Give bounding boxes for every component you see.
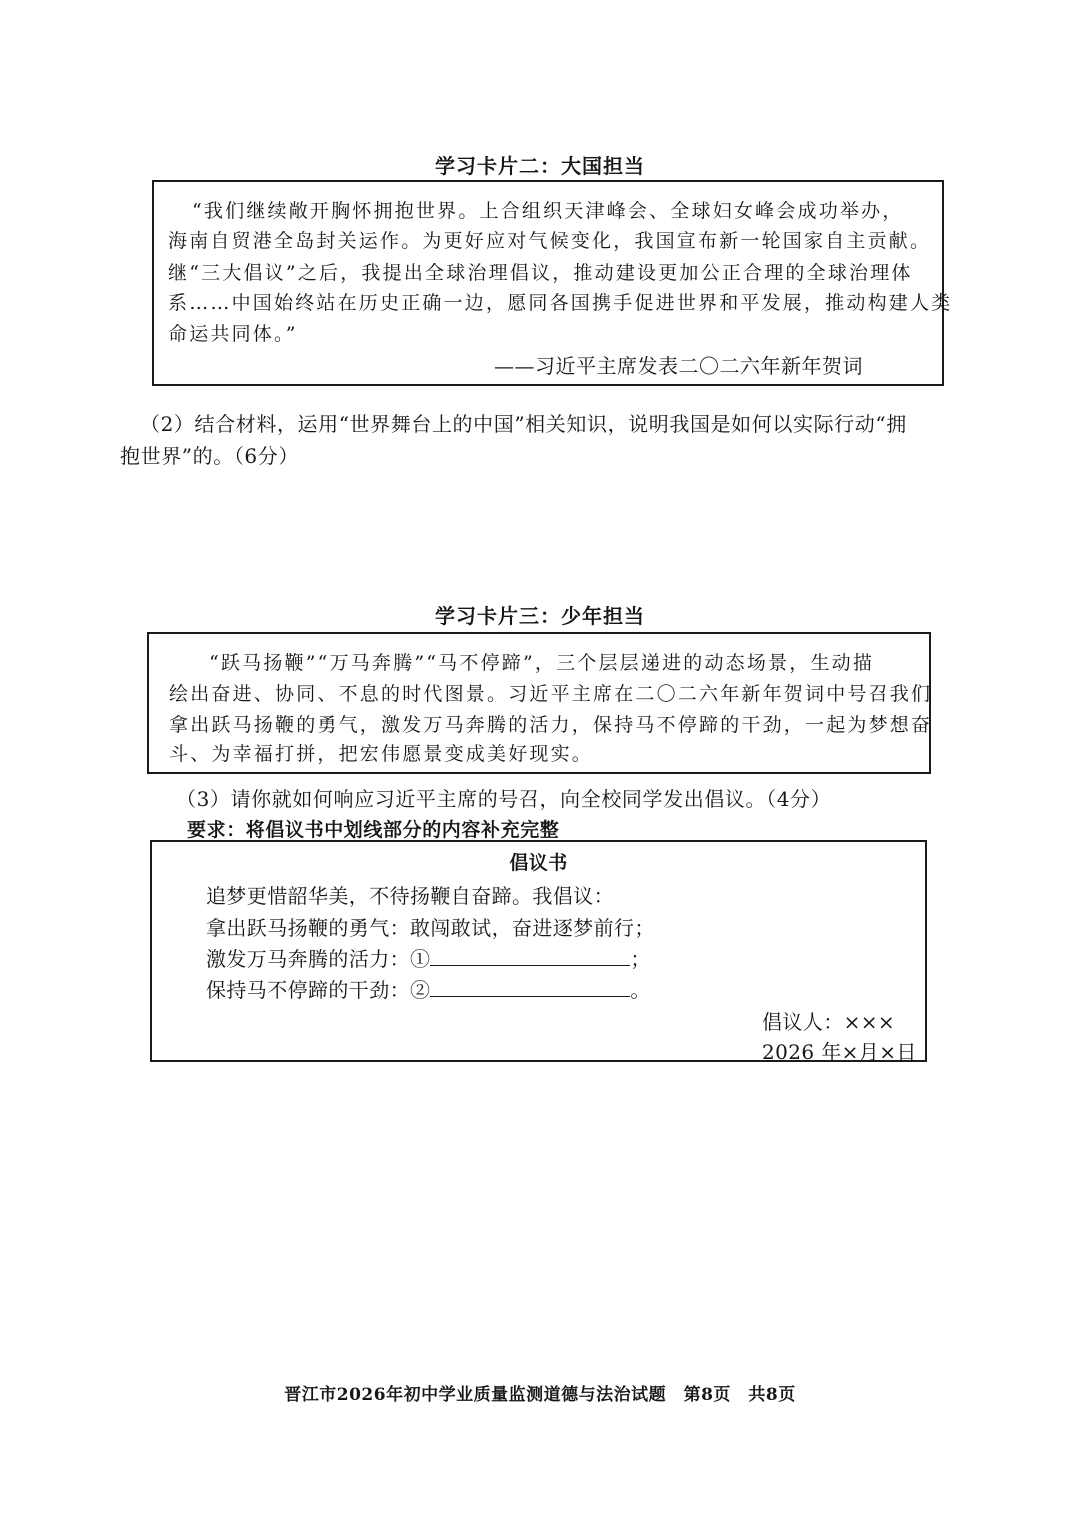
question2-line1: （2）结合材料，运用“世界舞台上的中国”相关知识，说明我国是如何以实际行动“拥 [140,412,907,436]
proposal-intro: 追梦更惜韶华美，不待扬鞭自奋蹄。我倡议： [206,884,614,908]
question3-requirement: 要求：将倡议书中划线部分的内容补充完整 [187,819,560,841]
proposal-item2 [206,943,651,972]
proposal-title: 倡议书 [509,852,568,874]
card2-quote-line: 继“三大倡议”之后，我提出全球治理倡议，推动建设更加公正合理的全球治理体 [168,262,913,284]
card2-quote-line: 海南自贸港全岛封关运作。为更好应对气候变化，我国宣布新一轮国家自主贡献。 [168,230,932,252]
proposal-item3-prefix: 保持马不停蹄的干劲：② [206,978,431,1002]
page-footer: 晋江市2026年初中学业质量监测道德与法治试题 第8页 共8页 [284,1385,796,1405]
proposal-date: 2026 年×月×日 [762,1040,917,1064]
card2-quote-box [152,180,953,386]
card3-text-line: 拿出跃马扬鞭的勇气，激发万马奔腾的活力，保持马不停蹄的干劲，一起为梦想奋 [169,714,933,736]
proposal-item2-prefix: 激发万马奔腾的活力：① [206,947,431,971]
answer-blank-1[interactable] [430,947,630,966]
answer-blank-2[interactable] [430,978,630,997]
proposal-signer: 倡议人：××× [762,1010,896,1034]
proposal-item1: 拿出跃马扬鞭的勇气：敢闯敢试，奋进逐梦前行； [206,916,655,940]
card2-quote-line: 命运共同体。” [168,323,298,345]
question3-text: （3）请你就如何响应习近平主席的号召，向全校同学发出倡议。（4分） [176,787,832,811]
card3-text-line: 斗、为幸福打拼，把宏伟愿景变成美好现实。 [169,743,594,765]
card2-quote-line: 系……中国始终站在历史正确一边，愿同各国携手促进世界和平发展，推动构建人类 [168,292,953,314]
card3-text-box [147,632,931,774]
question2-line2: 抱世界”的。（6分） [120,444,299,468]
card2-quote-line: “我们继续敞开胸怀拥抱世界。上合组织天津峰会、全球妇女峰会成功举办， [192,200,904,222]
proposal-item3 [206,974,651,1003]
proposal-item2-suffix: ； [630,947,651,971]
proposal-item3-suffix: 。 [630,978,651,1002]
card3-text-line: “跃马扬鞭”“万马奔腾”“马不停蹄”，三个层层递进的动态场景，生动描 [209,652,875,674]
proposal-box [150,840,927,1062]
card3-title: 学习卡片三：少年担当 [435,604,645,628]
card2-title: 学习卡片二：大国担当 [435,154,645,178]
card3-text-line: 绘出奋进、协同、不息的时代图景。习近平主席在二〇二六年新年贺词中号召我们 [169,683,933,705]
card2-quote-source: ——习近平主席发表二〇二六年新年贺词 [494,354,863,378]
